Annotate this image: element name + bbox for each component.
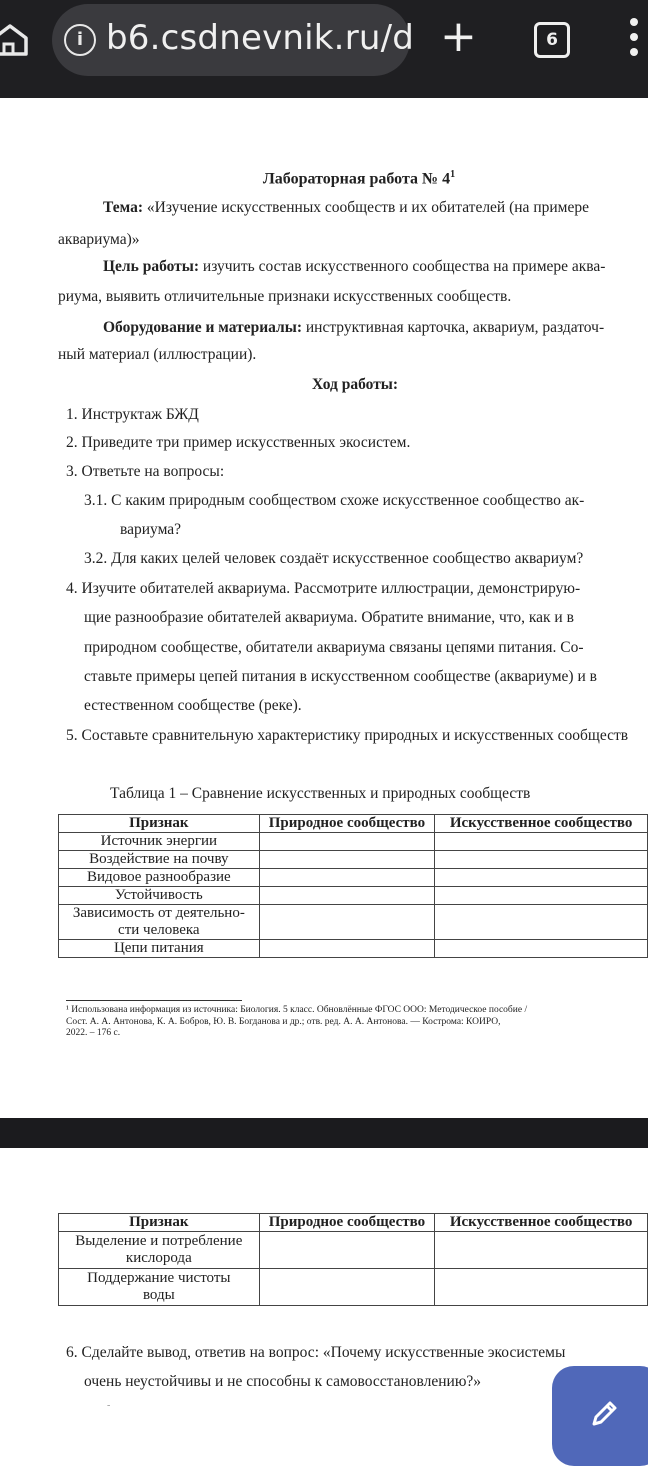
table-cell-empty[interactable] <box>259 1232 435 1269</box>
home-icon[interactable] <box>0 22 30 58</box>
table-cell-feature: Воздействие на почву <box>59 851 260 869</box>
topic-line-1: Тема: «Изучение искусственных сообществ и их обитателей (на примере <box>103 199 589 216</box>
table-header-cell: Искусственное сообщество <box>435 815 648 833</box>
table-cell-empty[interactable] <box>259 851 435 869</box>
comparison-table-2 <box>58 1213 648 1306</box>
table-cell-empty[interactable] <box>435 1269 648 1306</box>
table-caption: Таблица 1 – Сравнение искусственных и природных сообществ <box>110 785 531 802</box>
page-separator <box>0 1118 648 1148</box>
comparison-table-1 <box>58 814 648 958</box>
table-cell-feature: Цепи питания <box>59 940 260 958</box>
url-text[interactable]: b6.csdnevnik.ru/d <box>106 18 415 58</box>
progress-heading: Ход работы: <box>312 376 399 393</box>
address-bar[interactable] <box>52 4 415 76</box>
step-4-line-5: естественном сообществе (реке). <box>84 697 302 714</box>
step-2: 2. Приведите три пример искусственных экосистем. <box>66 434 411 451</box>
table-cell-empty[interactable] <box>435 1232 648 1269</box>
table-cell-feature: Выделение и потребление кислорода <box>59 1232 260 1269</box>
topic-line-2: аквариума)» <box>58 231 140 248</box>
stray-mark: - <box>107 1400 111 1411</box>
footnote: ¹ Использована информация из источника: Биология. 5 класс. Обновлённые ФГОС ООО: Методическое пособие / Сост. А. А. Антонова, К. А. Бобров, Ю. В. Богданова и др.; отв. ред. А. А. Антонова. — Кострома: КОИРО, 2022. – 176 с. <box>66 1005 528 1038</box>
table-cell-empty[interactable] <box>259 940 435 958</box>
table-header-row <box>59 815 648 833</box>
table-cell-empty[interactable] <box>259 833 435 851</box>
table-row <box>59 869 648 887</box>
table-cell-feature: Видовое разнообразие <box>59 869 260 887</box>
step-4-line-2: щие разнообразие обитателей аквариума. Обратите внимание, что, как и в <box>84 609 574 626</box>
table-cell-empty[interactable] <box>259 905 435 940</box>
goal-line-1: Цель работы: изучить состав искусственного сообщества на примере аква- <box>103 258 606 275</box>
table-cell-empty[interactable] <box>259 887 435 905</box>
table-header-cell: Природное сообщество <box>259 815 435 833</box>
table-row <box>59 851 648 869</box>
table-row <box>59 940 648 958</box>
step-4-line-1: 4. Изучите обитателей аквариума. Рассмотрите иллюстрации, демонстрирую- <box>66 580 581 597</box>
document-title: Лабораторная работа № $4^1$ <box>262 169 456 188</box>
table-cell-empty[interactable] <box>435 905 648 940</box>
table-cell-empty[interactable] <box>435 851 648 869</box>
equipment-line-2: ный материал (иллюстрации). <box>58 346 257 363</box>
table-cell-empty[interactable] <box>259 869 435 887</box>
table-cell-empty[interactable] <box>259 1269 435 1306</box>
table-cell-feature: Устойчивость <box>59 887 260 905</box>
info-icon[interactable]: i <box>64 24 96 56</box>
table-cell-empty[interactable] <box>435 833 648 851</box>
new-tab-plus-icon[interactable]: + <box>440 11 477 62</box>
step-6-line-1: 6. Сделайте вывод, ответив на вопрос: «Почему искусственные экосистемы <box>66 1344 566 1361</box>
table-cell-feature: Поддержание чистоты воды <box>59 1269 260 1306</box>
table-cell-empty[interactable] <box>435 887 648 905</box>
table-header-cell: Признак <box>59 1214 260 1232</box>
table-header-cell: Признак <box>59 815 260 833</box>
step-3-1-line-2: вариума? <box>120 521 182 538</box>
table-row <box>59 833 648 851</box>
step-3-2: 3.2. Для каких целей человек создаёт искусственное сообщество аквариум? <box>84 550 584 567</box>
table-cell-feature: Зависимость от деятельно- сти человека <box>59 905 260 940</box>
table-cell-empty[interactable] <box>435 940 648 958</box>
table-row <box>59 887 648 905</box>
tabs-count-button[interactable]: 6 <box>534 22 570 58</box>
goal-line-2: риума, выявить отличительные признаки искусственных сообществ. <box>58 288 512 305</box>
browser-toolbar <box>0 0 648 98</box>
table-header-cell: Природное сообщество <box>259 1214 435 1232</box>
step-4-line-3: природном сообществе, обитатели аквариума связаны цепями питания. Со- <box>84 639 584 656</box>
table-row <box>59 905 648 940</box>
pencil-icon <box>590 1398 620 1428</box>
table-cell-empty[interactable] <box>435 869 648 887</box>
step-3-1-line-1: 3.1. С каким природным сообществом схоже искусственное сообщество ак- <box>84 492 585 509</box>
table-row <box>59 1232 648 1269</box>
step-4-line-4: ставьте примеры цепей питания в искусственном сообществе (аквариуме) и в <box>84 668 597 685</box>
table-header-row <box>59 1214 648 1232</box>
footnote-divider <box>66 1000 242 1001</box>
step-1: 1. Инструктаж БЖД <box>66 406 199 423</box>
step-6-line-2: очень неустойчивы и не способны к самовосстановлению?» <box>84 1373 482 1390</box>
edit-fab-button[interactable] <box>552 1366 648 1466</box>
step-3: 3. Ответьте на вопросы: <box>66 463 225 480</box>
step-5: 5. Составьте сравнительную характеристику природных и искусственных сообществ <box>66 727 629 744</box>
table-cell-feature: Источник энергии <box>59 833 260 851</box>
table-row <box>59 1269 648 1306</box>
table-header-cell: Искусственное сообщество <box>435 1214 648 1232</box>
equipment-line-1: Оборудование и материалы: инструктивная карточка, аквариум, раздаточ- <box>103 319 605 336</box>
more-vert-icon[interactable] <box>630 18 648 62</box>
